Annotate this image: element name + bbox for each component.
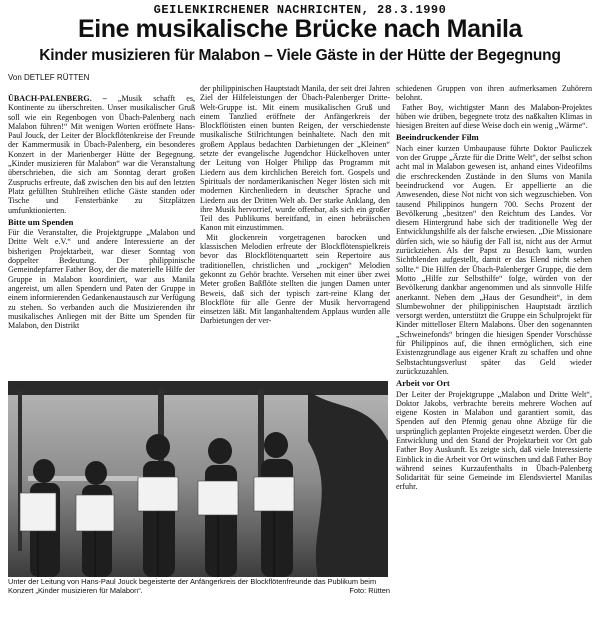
paragraph: Nach einer kurzen Umbaupause führte Doktor Pauliczek von der Gruppe „Ärzte für die Dritte Welt“, der selbst schon acht mal in Malabon gewesen ist, anhand eines Videofilms die erschreckenden Zustände in den Slums von Manila beeindruckend vor Augen. Er appellierte an die Anwesenden, diese Not nicht von sich wegzuschieben. Von tausend Philippinos hungern 700. Sechs Prozent der Bevölkerung „besitzen“ den Reichtum des Landes. Vor diesem Hintergrund habe sich der traditionelle Weg der Entwicklungshilfe als der falsche erwiesen. „Die Missionare dürfen sich, wie so häufig der Fall ist, nicht aus der Armut zurückziehen. Als der Papst zu Besuch kam, wurden Sichtblenden aufgestellt, damit er das Elend nicht sehen sollte.“ Die Hilfen der Übach-Palenberger Gruppe, die dem Motto „Hilfe zur Selbsthilfe“ folge, würden von der Bevölkerung dankbar angenommen und als sinnvolle Hilfe anerkannt. Neben dem „Haus der Gesundheit“, in dem Slumbewohner der philippinischen Hauptstadt ärztlich versorgt werden, unterstützt die Gruppe ein Schulprojekt für Kinder mittelloser Eltern Malabons. Über den sogenannten „Schweinefonds“ bringen die hiesigen Spender Vorschüsse für Philippinos auf, die ihnen ermöglichen, sich eine Existenzgrundlage aus eigener Kraft zu schaffen und ohne Selbstachtungsverlust später das Geld wieder zurückzuzahlen. — [396, 143, 592, 376]
paragraph: Father Boy, wichtigster Mann des Malabon-Projektes hüben wie drüben, begegnete trotz des naßkalten Klimas in hiesigen Breiten auf diese Weise doch ein wenig „Wärme“. — [396, 102, 592, 131]
paragraph: Mit glockenrein vorgetragenen barocken und klassischen Melodien erfreute der Blockflötenspielkreis bevor das Blockflötenquartett sein Repertoire aus traditionellen, christlichen und „rockigen“ Melodien gekonnt zu Gehör brachte. Versehen mit einer über zwei Meter großen Baßflöte stellten die jungen Damen unter Beweis, daß sich der typisch zart-reine Klang der Blockflöte für alle Genre der Musik hervorragend einsetzen läßt. Mit langanhaltendem Applaus wurden alle Darbietungen der ver- — [200, 232, 390, 326]
caption-text: Unter der Leitung von Hans-Paul Jouck begeisterte der Anfängerkreis der Blockflötenfreunde das Publikum beim Konzert „Kinder musizieren für Malabon“. — [8, 577, 377, 595]
paragraph: Der Leiter der Projektgruppe „Malabon und Dritte Welt“, Doktor Jakobs, verbrachte bereits mehrere Wochen auf eigene Kosten in Malabon und garantiert somit, das Spenden auf den Pfennig genau ohne Abzüge für die ursprünglich geplanten Projekte eingesetzt werden. Über die Entwicklung und den Stand der Projektarbeit vor Ort gab Father Boy Auskunft. Es zeigte sich, daß viele Interessierte Einblick in die Arbeit vor Ort wünschen und daß Father Boy während seines Kurzaufenthalts in Übach-Palenberg Solidarität für seine Gemeinde im Elendsviertel Manilas erfuhr. — [396, 389, 592, 492]
section-heading: Beeindruckender Film — [396, 132, 479, 143]
masthead: GEILENKIRCHENER NACHRICHTEN, 28.3.1990 — [153, 3, 447, 17]
paragraph-text: „Musik schafft es, Kontinente zu überschreiten. Unser musikalischer Gruß soll wie ein Regenbogen von Übach-Palenberg nach Malabon führen!“ Mit wenigen Worten eröffnete Hans-Paul Jouck, der Leiter der Blockflötenkreise der Freunde der Kammermusik in Übach-Palenberg, ein besonderes Konzert in der Marienberger Hütte der Begegnung. „Kinder musizieren für Malabon“ war die Veranstaltung überschrieben, die sich am Sonntag derart großen Zuspruchs erfreute, daß zwischen den bis auf den letzten Platz gefüllten Stuhlreihen etliche Gäste standen oder Tische und Fensterbänke zu Sitzplätzen umfunktionierten. — [8, 94, 195, 215]
paragraph — [8, 94, 195, 215]
dateline: ÜBACH-PALENBERG. – — [8, 94, 107, 103]
article-column-1 — [8, 94, 195, 380]
byline: Von DETLEF RÜTTEN — [8, 73, 90, 82]
paragraph: der philippinischen Hauptstadt Manila, der seit drei Jahren Ziel der Hilfeleistungen der Übach-Palenberger Dritte-Welt-Gruppe ist. Mit einem musikalischen Gruß und einem Tanzlied eröffnete der Anfängerkreis der Blockflötisten einen bunten Reigen, der verschiedenste musikalische Stilrichtungen beinhaltete. Nach den mit großem Applaus bedachten Darbietungen der „Kleinen“ setzte der evangelische Jugendchor Hückelhoven unter der Leitung von Holger Philipp das Programm mit Liedern aus dem kirchlichen Bereich fort. Gospels und Spirituals der nordamerikanischen Neger lösten sich mit modernen Kirchenliedern in deutscher Sprache und Liedern aus der Dritten Welt ab. Der starke Anklang, den ihre Musik hervorrief, wurde offenbar, als sich ein großer Teil des Publikums bereitfand, in einen hebräischen Kanon mit einzustimmen. — [200, 84, 390, 233]
concert-photo-illustration — [8, 381, 388, 577]
concert-photo — [8, 381, 388, 577]
photo-credit: Foto: Rütten — [349, 585, 390, 595]
section-heading: Bitte um Spenden — [8, 216, 74, 227]
paragraph: schiedenen Gruppen von ihren aufmerksamen Zuhörern belohnt. — [396, 84, 592, 103]
paragraph: Für die Veranstalter, die Projektgruppe „Malabon und Dritte Welt e.V.“ und andere Interessierte an der bisherigen Projektarbeit, war dieser Sonntag von doppelter Bedeutung. Der philippinische Gemeindepfarrer Father Boy, der die materielle Hilfe der Gruppe in Malabon koordiniert, war aus Manila angereist, um allen Spendern und Paten der Gruppe in einem informierenden Gedankenaustausch zur Verfügung zu stehen. So verbanden auch die Musizierenden ihr musikalisches Anliegen mit der Bitte um Spenden für Malabon, den Distrikt — [8, 228, 195, 331]
article-column-3 — [396, 84, 592, 610]
article-column-2 — [200, 84, 390, 380]
photo-caption — [8, 578, 390, 595]
headline: Eine musikalische Brücke nach Manila — [77, 15, 523, 43]
section-heading: Arbeit vor Ort — [396, 378, 450, 389]
subheadline: Kinder musizieren für Malabon – Viele Gäste in der Hütte der Begegnung — [39, 47, 561, 64]
